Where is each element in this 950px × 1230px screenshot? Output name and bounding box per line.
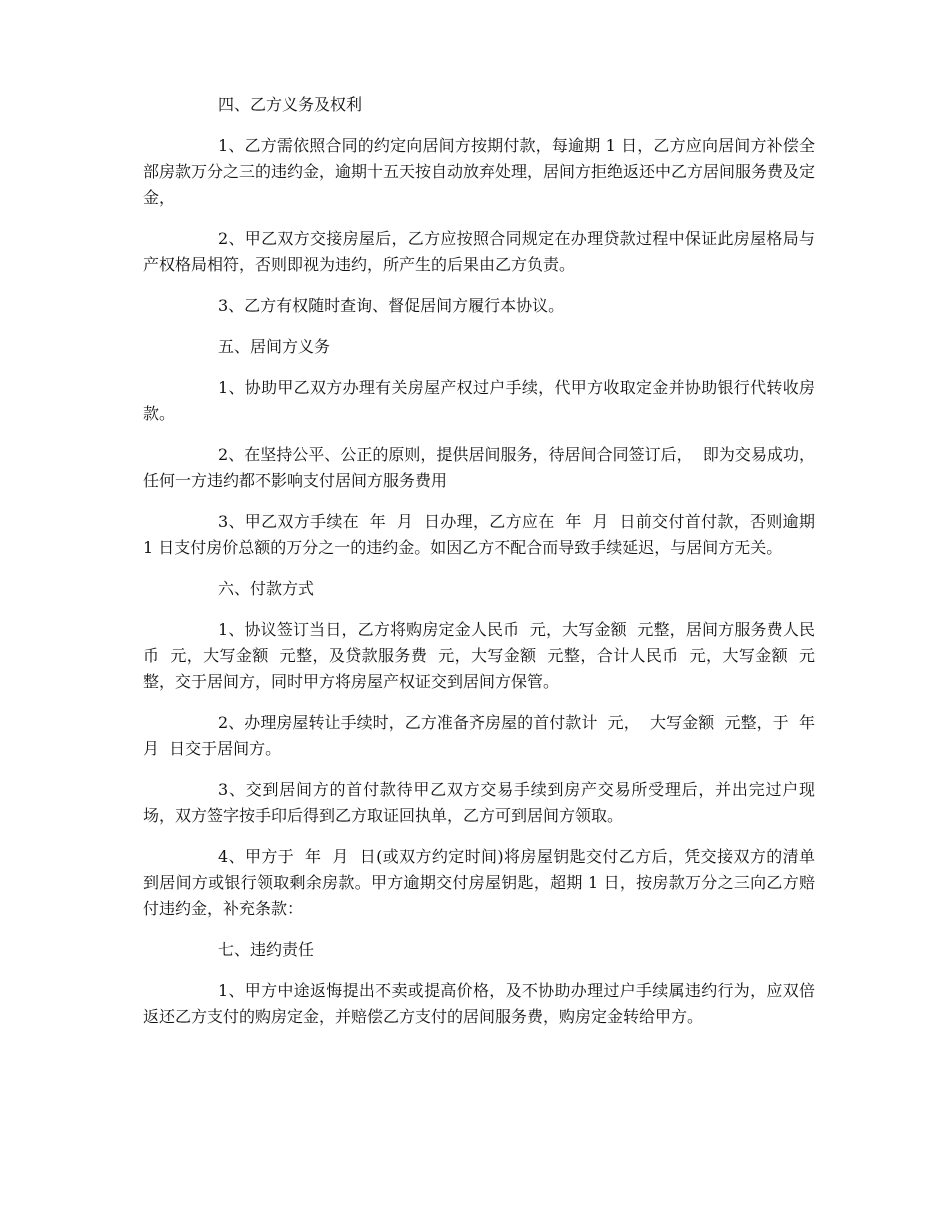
section-heading-7: 七、违约责任 (218, 940, 315, 959)
section-heading-5: 五、居间方义务 (218, 337, 331, 356)
section-heading-4: 四、乙方义务及权利 (218, 95, 363, 114)
paragraph: 3、乙方有权随时查询、督促居间方履行本协议。 (218, 296, 565, 315)
paragraph: 2、在坚持公平、公正的原则，提供居间服务，待居间合同签订后， 即为交易成功，任何一方违约都不影响支付居间方服务费用 (143, 445, 815, 490)
paragraph: 3、交到居间方的首付款待甲乙双方交易手续到房产交易所受理后，并出完过户现场，双方签字按手印后得到乙方取证回执单，乙方可到居间方领取。 (143, 780, 815, 825)
paragraph: 1、甲方中途返悔提出不卖或提高价格，及不协助办理过户手续属违约行为，应双倍返还乙方支付的购房定金，并赔偿乙方支付的居间服务费，购房定金转给甲方。 (143, 981, 815, 1026)
paragraph: 1、协助甲乙双方办理有关房屋产权过户手续，代甲方收取定金并协助银行代转收房款。 (143, 378, 815, 423)
paragraph: 3、甲乙双方手续在 年 月 日办理，乙方应在 年 月 日前交付首付款，否则逾期 1 日支付房价总额的万分之一的违约金。如因乙方不配合而导致手续延迟，与居间方无关。 (143, 512, 821, 557)
paragraph: 1、乙方需依照合同的约定向居间方按期付款，每逾期 1 日，乙方应向居间方补偿全部房款万分之三的违约金，逾期十五天按自动放弃处理，居间方拒绝返还中乙方居间服务费及定金， (143, 136, 816, 207)
document-page (143, 92, 826, 1045)
paragraph: 2、甲乙双方交接房屋后，乙方应按照合同规定在办理贷款过程中保证此房屋格局与产权格局相符，否则即视为违约，所产生的后果由乙方负责。 (143, 229, 815, 274)
paragraph: 1、协议签订当日，乙方将购房定金人民币 元，大写金额 元整，居间方服务费人民币 元，大写金额 元整，及贷款服务费 元，大写金额 元整，合计人民币 元，大写金额 元整，交于居间方，同时甲方将房屋产权证交到居间方保管。 (143, 620, 815, 691)
section-heading-6: 六、付款方式 (218, 579, 315, 598)
paragraph: 4、甲方于 年 月 日(或双方约定时间)将房屋钥匙交付乙方后，凭交接双方的清单到居间方或银行领取剩余房款。甲方逾期交付房屋钥匙，超期 1 日，按房款万分之三向乙方赔付违约金，补充条款： (143, 847, 815, 918)
paragraph: 2、办理房屋转让手续时，乙方准备齐房屋的首付款计 元， 大写金额 元整，于 年 月 日交于居间方。 (143, 713, 826, 758)
